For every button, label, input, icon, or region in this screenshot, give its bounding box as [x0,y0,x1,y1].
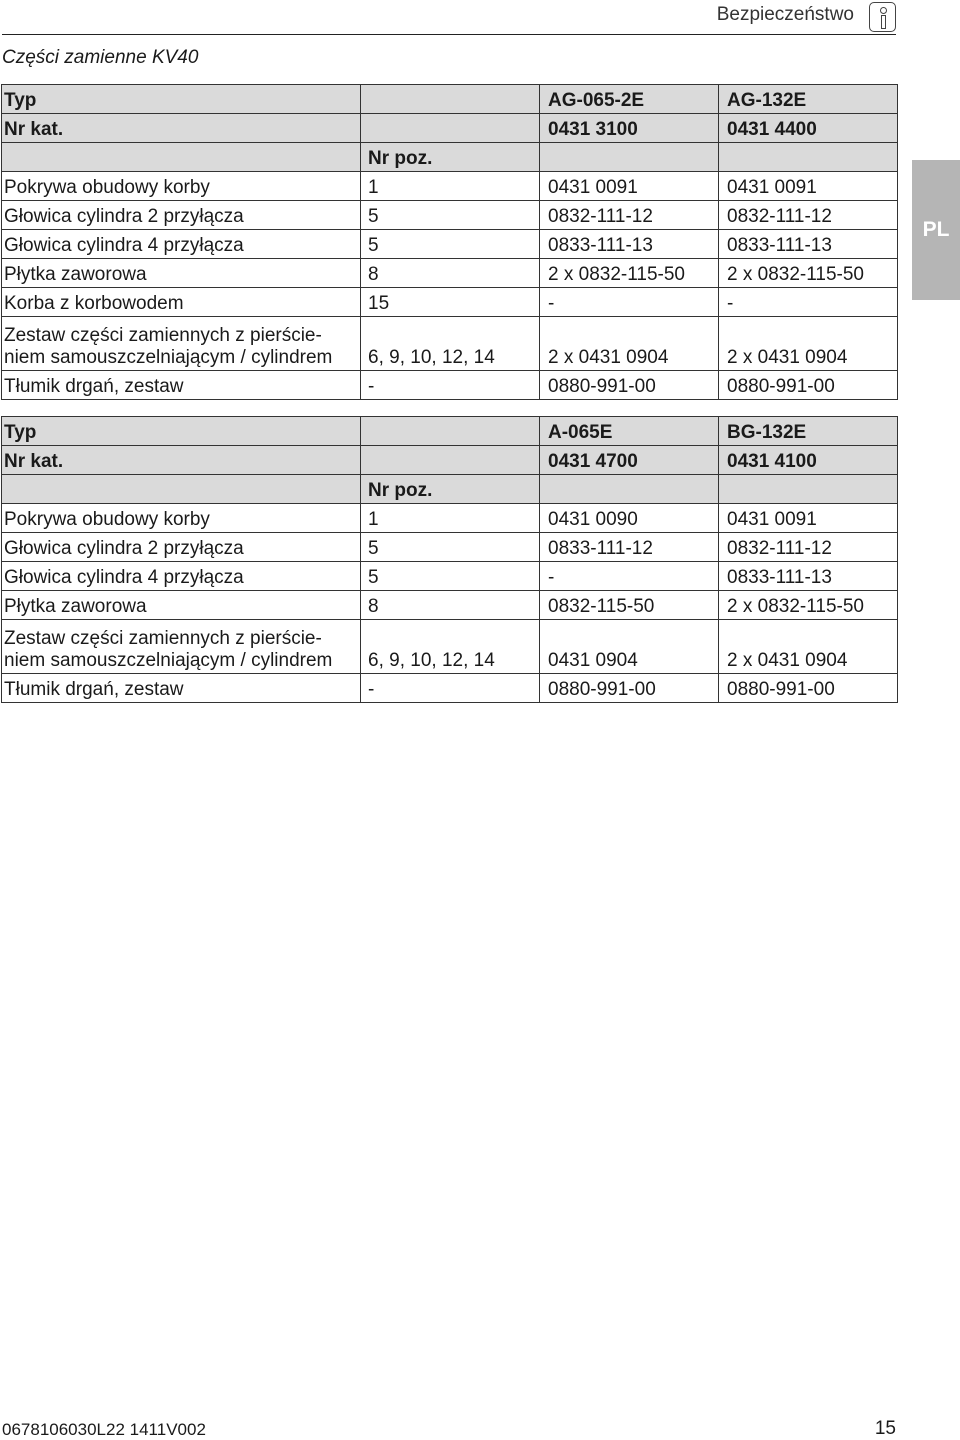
header-cell: 0431 4400 [719,114,898,143]
document-code: 0678106030L22 1411V002 [2,1420,206,1439]
position-cell: 6, 9, 10, 12, 14 [361,620,540,674]
table-row [2,504,898,533]
header-cell: 0431 4700 [540,446,719,475]
table-row [2,674,898,703]
table-row [2,620,898,674]
position-cell: 5 [361,201,540,230]
part-number-cell: 0880-991-00 [540,371,719,400]
part-number-cell: 0833-111-13 [719,562,898,591]
position-cell: 1 [361,172,540,201]
language-tab: PL [912,160,960,300]
position-cell: 5 [361,562,540,591]
part-number-cell: 0880-991-00 [719,371,898,400]
header-cell [361,446,540,475]
part-number-cell: 0832-111-12 [540,201,719,230]
position-cell: - [361,371,540,400]
part-name-cell: Tłumik drgań, zestaw [2,674,361,703]
header-cell: Nr poz. [361,475,540,504]
table-header-row [2,417,898,446]
table-header-row [2,143,898,172]
part-name-cell: Tłumik drgań, zestaw [2,371,361,400]
part-number-cell: 2 x 0431 0904 [540,317,719,371]
header-cell: Nr kat. [2,114,361,143]
info-icon [869,2,896,32]
table-row [2,172,898,201]
part-number-cell: 2 x 0431 0904 [719,620,898,674]
table-header-row [2,446,898,475]
part-number-cell: 2 x 0832-115-50 [719,591,898,620]
part-name-cell: Płytka zaworowa [2,259,361,288]
part-number-cell: 0832-111-12 [719,201,898,230]
header-cell [540,143,719,172]
part-number-cell: 2 x 0431 0904 [719,317,898,371]
header-cell [540,475,719,504]
part-number-cell: 2 x 0832-115-50 [719,259,898,288]
header-cell: AG-132E [719,85,898,114]
header-cell: A-065E [540,417,719,446]
header-cell [2,143,361,172]
part-number-cell: 0833-111-12 [540,533,719,562]
header-cell: Typ [2,417,361,446]
position-cell: - [361,674,540,703]
part-number-cell: 2 x 0832-115-50 [540,259,719,288]
part-name-cell: Zestaw części zamiennych z pierście-niem samouszczelniającym / cylindrem [2,620,361,674]
table-header-row [2,85,898,114]
table-row [2,201,898,230]
header-cell: AG-065-2E [540,85,719,114]
part-name-cell: Głowica cylindra 2 przyłącza [2,533,361,562]
part-number-cell: 0832-115-50 [540,591,719,620]
part-name-cell: Pokrywa obudowy korby [2,504,361,533]
position-cell: 1 [361,504,540,533]
header-cell [361,114,540,143]
table-header-row [2,114,898,143]
header-cell: Typ [2,85,361,114]
table-row [2,288,898,317]
table-row [2,562,898,591]
position-cell: 5 [361,533,540,562]
part-name-cell: Zestaw części zamiennych z pierście-niem samouszczelniającym / cylindrem [2,317,361,371]
part-number-cell: 0880-991-00 [719,674,898,703]
table-row [2,533,898,562]
header-divider [2,34,896,35]
part-number-cell: 0880-991-00 [540,674,719,703]
header-cell [2,475,361,504]
spare-parts-table-2 [1,416,898,703]
table-row [2,371,898,400]
part-number-cell: 0431 0090 [540,504,719,533]
part-number-cell: 0431 0091 [540,172,719,201]
part-number-cell: 0832-111-12 [719,533,898,562]
header-cell: 0431 3100 [540,114,719,143]
part-number-cell: - [540,562,719,591]
position-cell: 6, 9, 10, 12, 14 [361,317,540,371]
part-number-cell: - [719,288,898,317]
part-name-cell: Pokrywa obudowy korby [2,172,361,201]
table-row [2,591,898,620]
part-name-cell: Głowica cylindra 2 przyłącza [2,201,361,230]
position-cell: 15 [361,288,540,317]
header-cell: BG-132E [719,417,898,446]
header-cell: Nr poz. [361,143,540,172]
part-name-cell: Korba z korbowodem [2,288,361,317]
section-title: Części zamienne KV40 [2,47,199,68]
table-row [2,317,898,371]
position-cell: 8 [361,259,540,288]
table-row [2,230,898,259]
part-number-cell: 0833-111-13 [540,230,719,259]
part-name-cell: Płytka zaworowa [2,591,361,620]
part-number-cell: - [540,288,719,317]
table-header-row [2,475,898,504]
header-cell [719,143,898,172]
page-number: 15 [874,1418,896,1439]
header-cell [719,475,898,504]
part-number-cell: 0833-111-13 [719,230,898,259]
part-number-cell: 0431 0091 [719,504,898,533]
part-name-cell: Głowica cylindra 4 przyłącza [2,230,361,259]
header-cell: 0431 4100 [719,446,898,475]
spare-parts-table-1 [1,84,898,400]
header-cell: Nr kat. [2,446,361,475]
part-name-cell: Głowica cylindra 4 przyłącza [2,562,361,591]
position-cell: 8 [361,591,540,620]
part-number-cell: 0431 0904 [540,620,719,674]
header-title: Bezpieczeństwo [716,4,854,25]
header-cell [361,85,540,114]
header-cell [361,417,540,446]
table-row [2,259,898,288]
position-cell: 5 [361,230,540,259]
part-number-cell: 0431 0091 [719,172,898,201]
